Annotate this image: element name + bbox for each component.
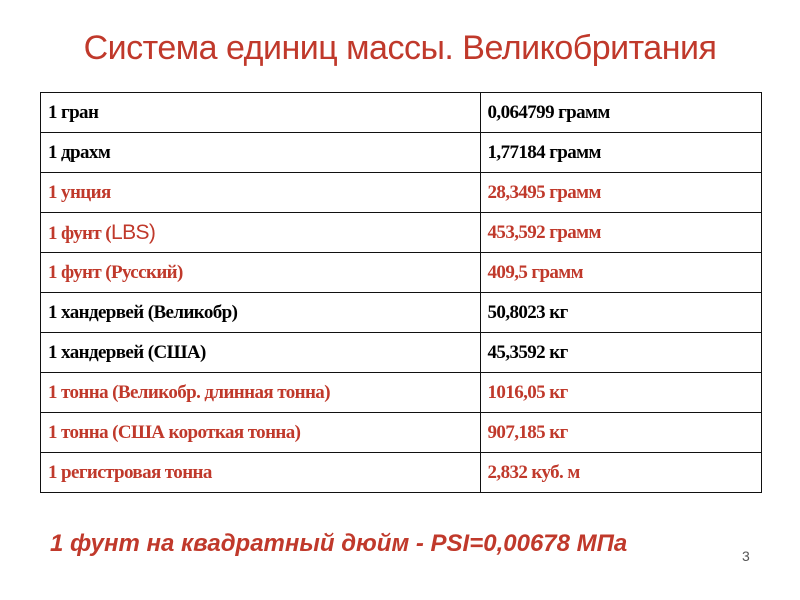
unit-label: 1 драхм <box>48 141 111 163</box>
psi-note: 1 фунт на квадратный дюйм - PSI=0,00678 МПа <box>50 530 628 557</box>
value-cell: 45,3592 кг <box>480 333 761 373</box>
unit-label: 1 тонна (США короткая тонна) <box>48 421 301 443</box>
value-cell: 453,592 грамм <box>480 213 761 253</box>
table-row <box>41 373 762 413</box>
unit-cell <box>41 93 481 133</box>
value-cell: 1016,05 кг <box>480 373 761 413</box>
slide-title: Система единиц массы. Великобритания <box>83 29 717 67</box>
unit-cell <box>41 453 481 493</box>
table-row <box>41 93 762 133</box>
unit-cell <box>41 213 481 253</box>
unit-label: 1 тонна (Великобр. длинная тонна) <box>48 381 330 403</box>
unit-cell <box>41 133 481 173</box>
unit-label: 1 регистровая тонна <box>48 461 212 483</box>
unit-cell <box>41 293 481 333</box>
table-row <box>41 173 762 213</box>
unit-cell <box>41 253 481 293</box>
table-row <box>41 213 762 253</box>
unit-label: 1 фунт (Русский) <box>48 261 183 283</box>
unit-label-suffix: LBS) <box>110 220 156 244</box>
table-row <box>41 453 762 493</box>
value-cell: 907,185 кг <box>480 413 761 453</box>
page-number: 3 <box>742 548 750 564</box>
table-row <box>41 293 762 333</box>
table-row <box>41 413 762 453</box>
value-cell: 50,8023 кг <box>480 293 761 333</box>
value-cell: 2,832 куб. м <box>480 453 761 493</box>
table-row <box>41 253 762 293</box>
value-cell: 28,3495 грамм <box>480 173 761 213</box>
unit-label: 1 фунт ( <box>48 222 111 244</box>
unit-cell <box>41 333 481 373</box>
units-table <box>40 92 762 493</box>
unit-label: 1 хандервей (Великобр) <box>48 301 238 323</box>
unit-cell <box>41 373 481 413</box>
value-cell: 409,5 грамм <box>480 253 761 293</box>
value-cell: 1,77184 грамм <box>480 133 761 173</box>
value-cell: 0,064799 грамм <box>480 93 761 133</box>
unit-label: 1 хандервей (США) <box>48 341 206 363</box>
table-row <box>41 133 762 173</box>
unit-label: 1 гран <box>48 101 99 123</box>
unit-cell <box>41 413 481 453</box>
table-row <box>41 333 762 373</box>
unit-label: 1 унция <box>48 181 111 203</box>
unit-cell <box>41 173 481 213</box>
